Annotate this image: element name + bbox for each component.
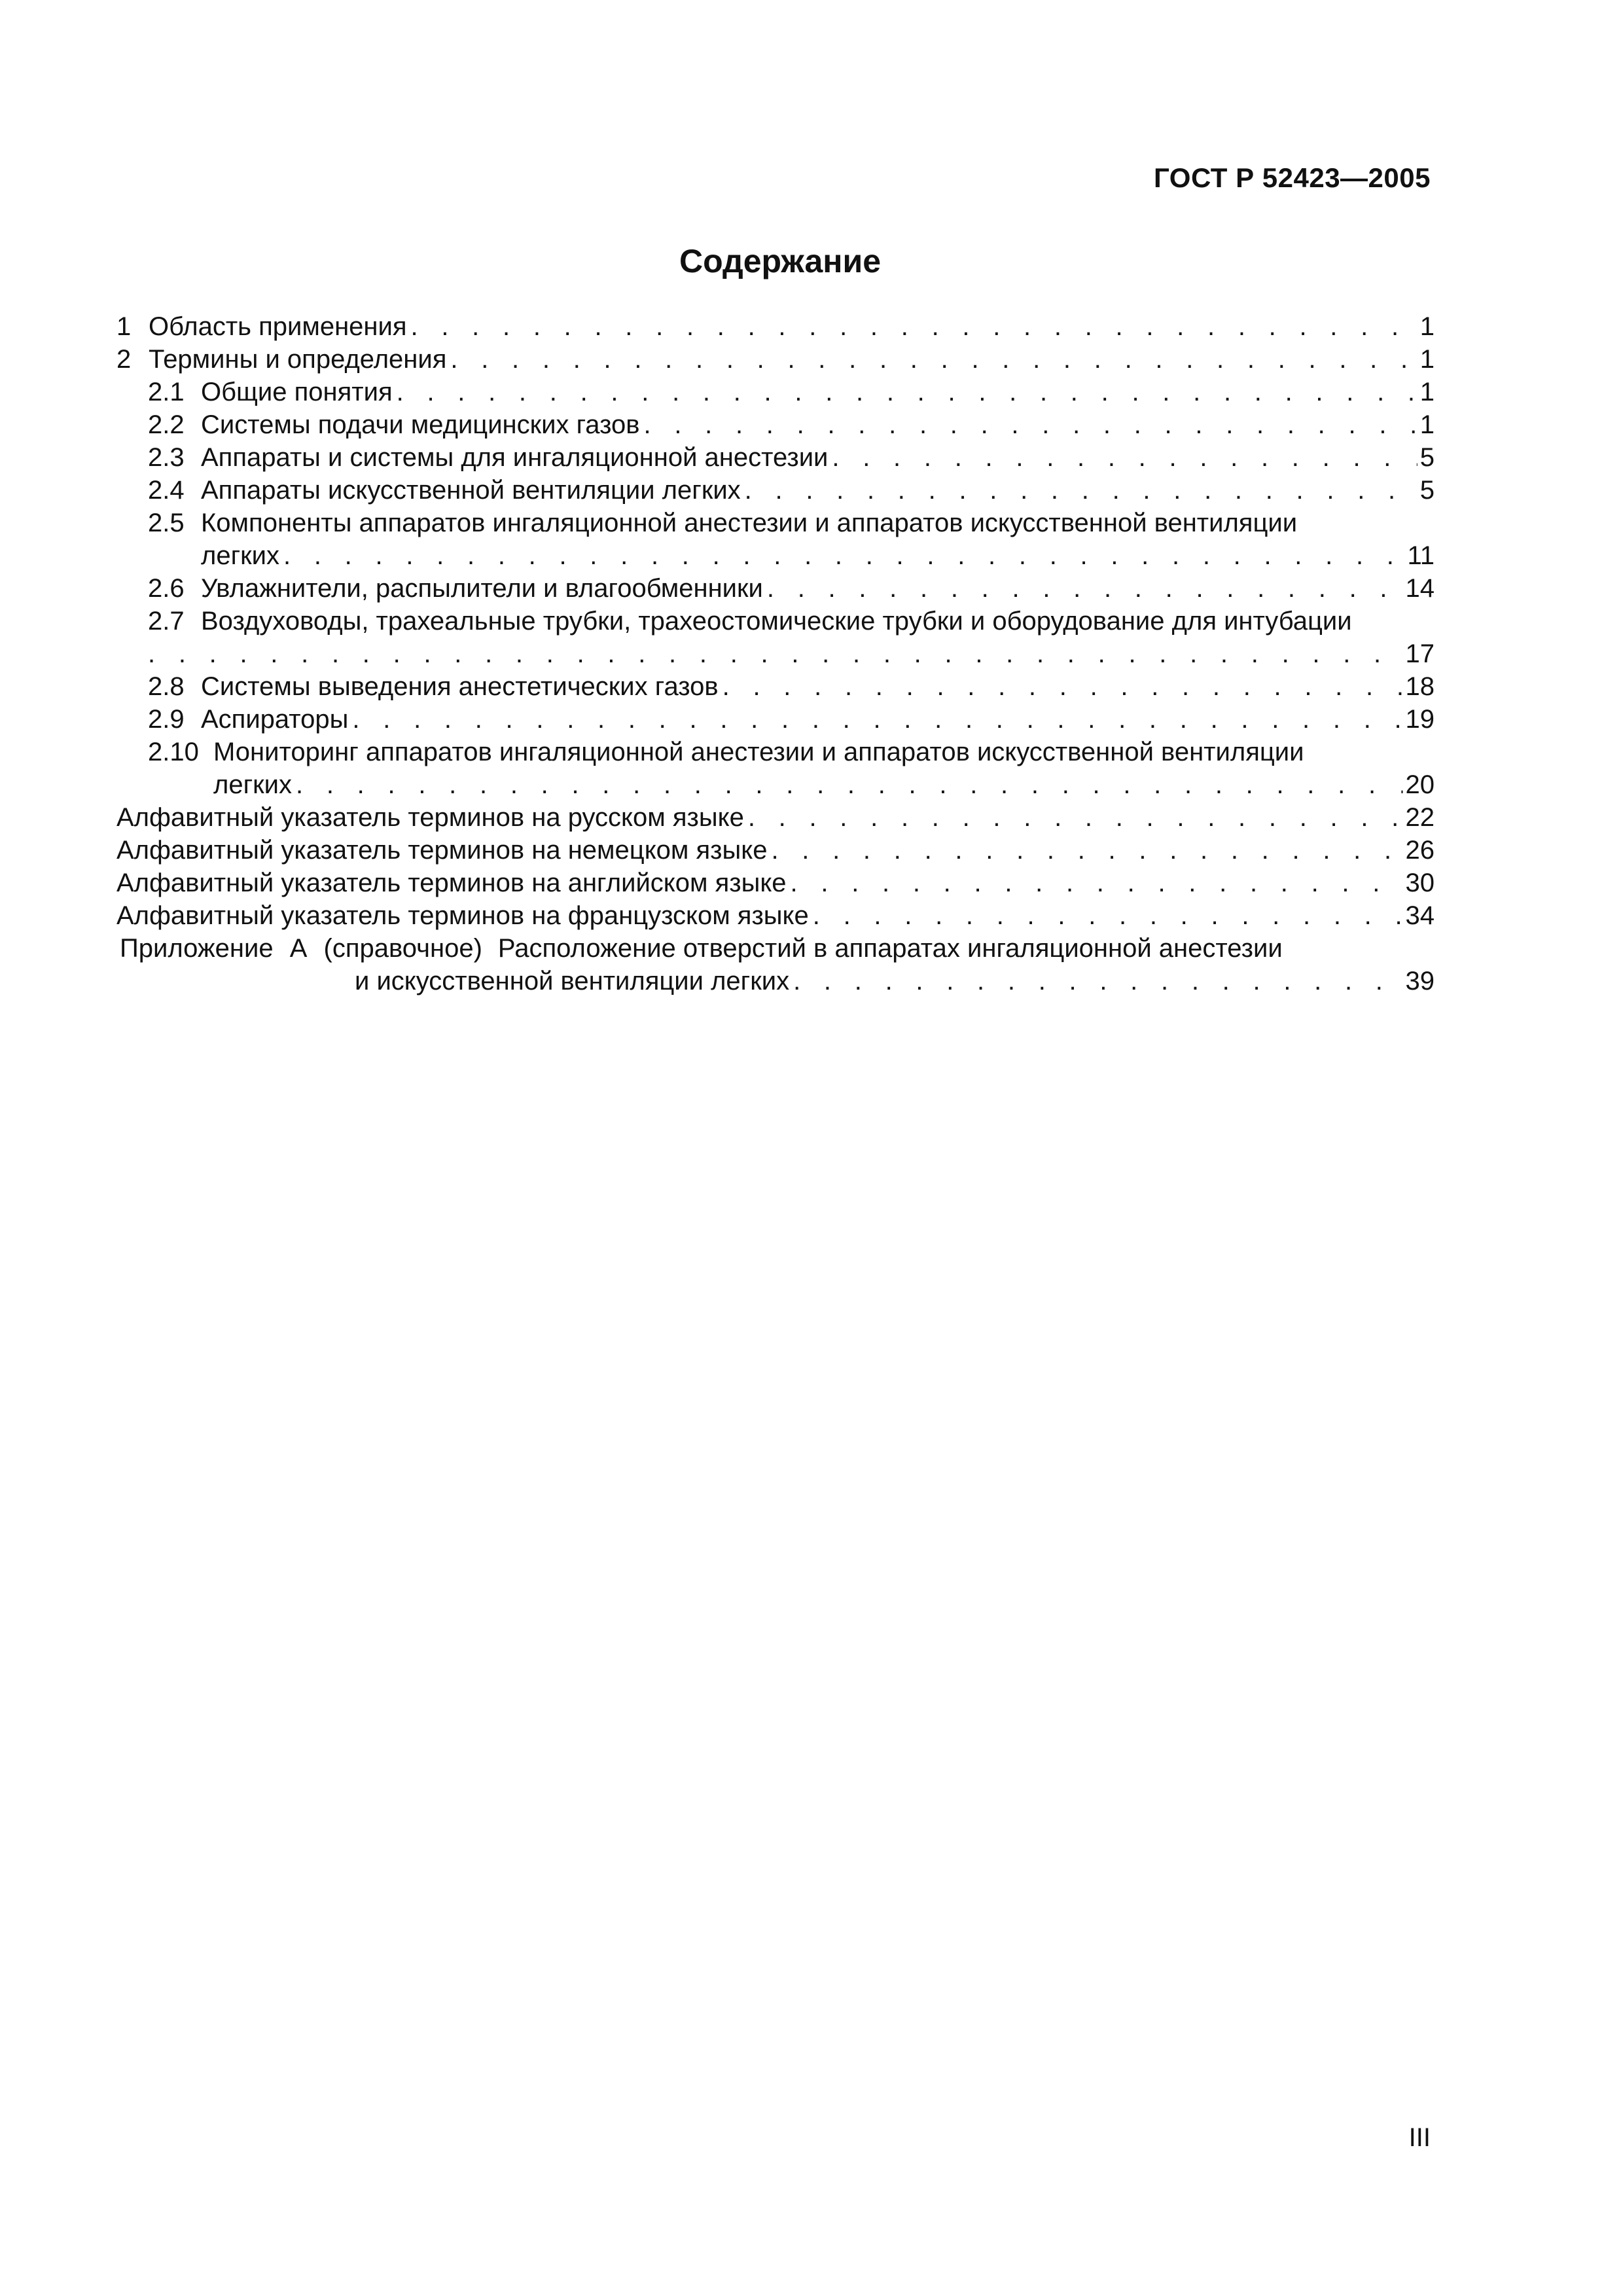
- table-of-contents: [116, 310, 1435, 997]
- leader-dots: [450, 343, 1417, 376]
- toc-entry-index-german[interactable]: [116, 834, 1435, 867]
- toc-entry-2-10-continuation[interactable]: [116, 768, 1435, 801]
- toc-entry-title: Аппараты и системы для ингаляционной анестезии: [201, 443, 829, 472]
- toc-title: Содержание: [679, 243, 882, 279]
- toc-entry-2-5[interactable]: [116, 507, 1435, 539]
- leader-dots: [722, 670, 1403, 703]
- leader-dots: [832, 441, 1417, 474]
- toc-entry-2-7[interactable]: [116, 605, 1435, 637]
- toc-entry-number: 2.4: [148, 476, 185, 505]
- leader-dots: [644, 408, 1418, 441]
- toc-entry-number: 1: [116, 312, 132, 341]
- toc-entry-number: 2.1: [148, 378, 185, 406]
- leader-dots: [813, 899, 1403, 932]
- toc-entry-page: 14: [1405, 574, 1435, 603]
- toc-entry-number: 2.2: [148, 410, 185, 439]
- toc-entry-title: Расположение отверстий в аппаратах ингаляционной анестезии: [497, 934, 1283, 963]
- appendix-label: Приложение А (справочное): [120, 934, 482, 963]
- leader-dots: [745, 474, 1418, 507]
- toc-entry-title: Алфавитный указатель терминов на английском языке: [116, 869, 787, 897]
- toc-entry-number: 2.5: [148, 509, 185, 537]
- leader-dots: [296, 768, 1402, 801]
- leader-dots: [352, 703, 1402, 736]
- toc-entry-title: Увлажнители, распылители и влагообменники: [201, 574, 763, 603]
- toc-entry-title: Общие понятия: [201, 378, 393, 406]
- toc-entry-number: 2.10: [148, 738, 199, 766]
- toc-entry-title: Воздуховоды, трахеальные трубки, трахеостомические трубки и оборудование для интубации: [201, 607, 1352, 636]
- leader-dots: [411, 310, 1418, 343]
- toc-entry-page: 22: [1405, 803, 1435, 832]
- toc-entry-index-french[interactable]: [116, 899, 1435, 932]
- toc-entry-page: 1: [1419, 345, 1435, 374]
- toc-entry-page: 17: [1405, 639, 1435, 668]
- toc-entry-number: 2.8: [148, 672, 185, 701]
- toc-entry-title-continuation: легких: [213, 770, 293, 799]
- toc-entry-title: Мониторинг аппаратов ингаляционной анестезии и аппаратов искусственной вентиляции: [213, 738, 1304, 766]
- toc-entry-title: Область применения: [149, 312, 407, 341]
- toc-entry-1[interactable]: [116, 310, 1435, 343]
- toc-entry-title: Аппараты искусственной вентиляции легких: [201, 476, 741, 505]
- standard-code-header: ГОСТ Р 52423—2005: [1154, 162, 1431, 193]
- toc-entry-2-5-continuation[interactable]: [116, 539, 1435, 572]
- toc-entry-page: 5: [1419, 476, 1435, 505]
- toc-entry-page: 18: [1405, 672, 1435, 701]
- toc-entry-page: 26: [1405, 836, 1435, 865]
- toc-entry-2-4[interactable]: [116, 474, 1435, 507]
- toc-entry-page: 5: [1419, 443, 1435, 472]
- toc-entry-number: 2: [116, 345, 132, 374]
- toc-entry-appendix-a[interactable]: [116, 932, 1435, 965]
- toc-entry-page: 11: [1407, 541, 1435, 570]
- toc-entry-page: 30: [1405, 869, 1435, 897]
- leader-dots: [793, 965, 1402, 997]
- toc-entry-2-1[interactable]: [116, 376, 1435, 408]
- toc-entry-2-9[interactable]: [116, 703, 1435, 736]
- leader-dots: [791, 867, 1403, 899]
- toc-entry-title: Аспираторы: [201, 705, 349, 734]
- toc-entry-2-6[interactable]: [116, 572, 1435, 605]
- leader-dots: [148, 637, 1403, 670]
- leader-dots: [397, 376, 1418, 408]
- toc-entry-number: 2.9: [148, 705, 185, 734]
- toc-entry-title: Алфавитный указатель терминов на французском языке: [116, 901, 809, 930]
- page-number: III: [1408, 2123, 1431, 2152]
- toc-entry-title: Алфавитный указатель терминов на немецком языке: [116, 836, 768, 865]
- toc-entry-number: 2.6: [148, 574, 185, 603]
- toc-entry-2-2[interactable]: [116, 408, 1435, 441]
- leader-dots: [283, 539, 1404, 572]
- toc-entry-title: Системы подачи медицинских газов: [201, 410, 640, 439]
- toc-entry-page: 39: [1405, 967, 1435, 996]
- toc-entry-page: 1: [1419, 378, 1435, 406]
- toc-entry-page: 20: [1405, 770, 1435, 799]
- toc-entry-page: 1: [1419, 312, 1435, 341]
- toc-entry-page: 34: [1405, 901, 1435, 930]
- toc-entry-index-english[interactable]: [116, 867, 1435, 899]
- toc-entry-number: 2.7: [148, 607, 185, 636]
- leader-dots: [767, 572, 1403, 605]
- toc-entry-2-10[interactable]: [116, 736, 1435, 768]
- toc-entry-2[interactable]: [116, 343, 1435, 376]
- toc-entry-2-3[interactable]: [116, 441, 1435, 474]
- toc-entry-index-russian[interactable]: [116, 801, 1435, 834]
- toc-entry-page: 19: [1405, 705, 1435, 734]
- leader-dots: [771, 834, 1402, 867]
- toc-entry-2-7-continuation[interactable]: [116, 637, 1435, 670]
- toc-entry-appendix-a-continuation[interactable]: [116, 965, 1435, 997]
- leader-dots: [748, 801, 1403, 834]
- toc-entry-title-continuation: легких: [201, 541, 280, 570]
- toc-entry-2-8[interactable]: [116, 670, 1435, 703]
- toc-entry-title: Алфавитный указатель терминов на русском языке: [116, 803, 744, 832]
- toc-entry-title: Компоненты аппаратов ингаляционной анестезии и аппаратов искусственной вентиляции: [201, 509, 1298, 537]
- toc-entry-title-continuation: и искусственной вентиляции легких: [355, 967, 790, 996]
- toc-entry-page: 1: [1419, 410, 1435, 439]
- toc-entry-title: Термины и определения: [149, 345, 447, 374]
- toc-entry-title: Системы выведения анестетических газов: [201, 672, 719, 701]
- toc-entry-number: 2.3: [148, 443, 185, 472]
